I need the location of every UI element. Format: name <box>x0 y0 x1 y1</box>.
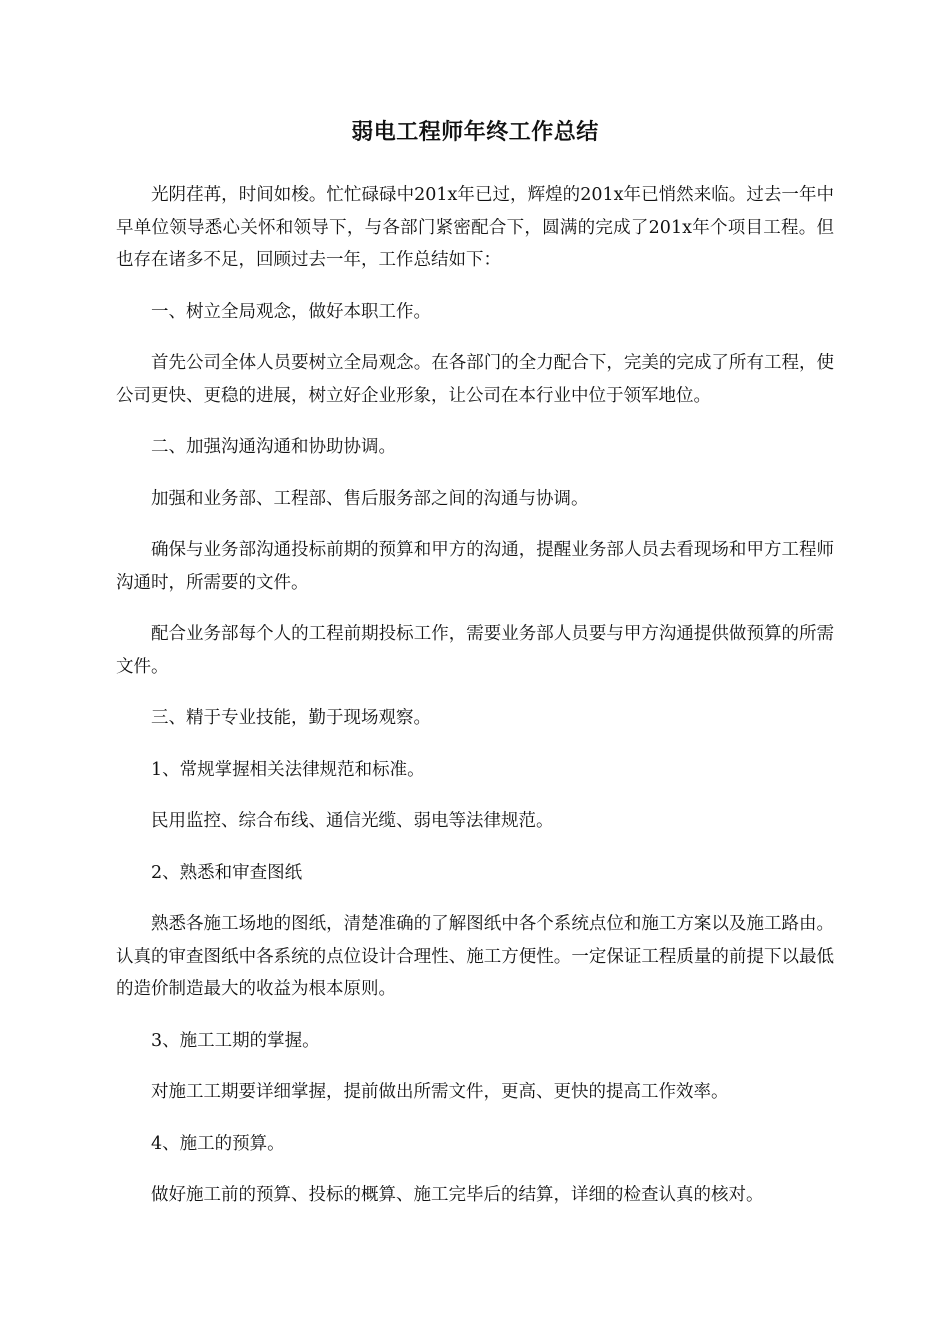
paragraph: 熟悉各施工场地的图纸，清楚准确的了解图纸中各个系统点位和施工方案以及施工路由。认真的审查图纸中各系统的点位设计合理性、施工方便性。一定保证工程质量的前提下以最低的造价制造最大的收益为根本原则。 <box>116 914 834 999</box>
document-title: 弱电工程师年终工作总结 <box>351 119 599 145</box>
section-heading-3: 三、精于专业技能，勤于现场观察。 <box>151 708 431 728</box>
paragraph: 首先公司全体人员要树立全局观念。在各部门的全力配合下，完美的完成了所有工程，使公司更快、更稳的进展，树立好企业形象，让公司在本行业中位于领军地位。 <box>116 353 834 406</box>
section-heading-1: 一、树立全局观念，做好本职工作。 <box>151 301 431 322</box>
section-heading-2: 二、加强沟通沟通和协助协调。 <box>151 437 396 457</box>
subheading-4: 4、施工的预算。 <box>151 1133 285 1154</box>
document-body <box>116 179 834 1231</box>
subheading-3: 3、施工工期的掌握。 <box>151 1030 320 1051</box>
paragraph: 配合业务部每个人的工程前期投标工作，需要业务部人员要与甲方沟通提供做预算的所需文件。 <box>116 624 834 677</box>
paragraph-intro: 光阴荏苒，时间如梭。忙忙碌碌中201x年已过，辉煌的201x年已悄然来临。过去一年中早单位领导悉心关怀和领导下，与各部门紧密配合下，圆满的完成了201x年个项目工程。但也存在诸多不足，回顾过去一年，工作总结如下： <box>116 185 834 270</box>
subheading-2: 2、熟悉和审查图纸 <box>151 862 303 883</box>
paragraph: 民用监控、综合布线、通信光缆、弱电等法律规范。 <box>151 811 554 831</box>
paragraph: 做好施工前的预算、投标的概算、施工完毕后的结算，详细的检查认真的核对。 <box>151 1185 764 1205</box>
paragraph: 对施工工期要详细掌握，提前做出所需文件，更高、更快的提高工作效率。 <box>151 1082 729 1102</box>
subheading-1: 1、常规掌握相关法律规范和标准。 <box>151 759 425 780</box>
paragraph: 确保与业务部沟通投标前期的预算和甲方的沟通，提醒业务部人员去看现场和甲方工程师沟通时，所需要的文件。 <box>116 540 834 593</box>
paragraph: 加强和业务部、工程部、售后服务部之间的沟通与协调。 <box>151 488 589 509</box>
